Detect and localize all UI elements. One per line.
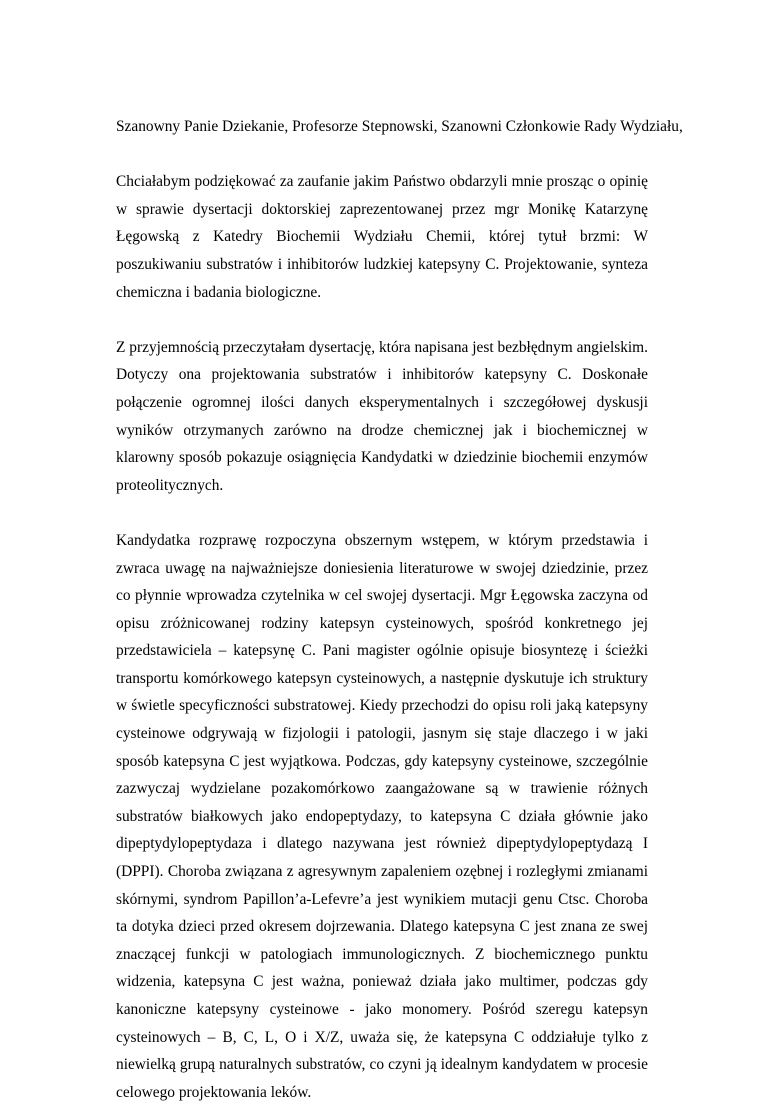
letter-body — [116, 113, 683, 1106]
paragraph-overview: Z przyjemnością przeczytałam dysertację, która napisana jest bezbłędnym angielskim. Dotyczy ona projektowania substratów i inhibitorów katepsyny C. Doskonałe połączenie ogromnej ilości danych eksperymentalnych i szczegółowej dyskusji wyników otrzymanych zarówno na drodze chemicznej jak i biochemicznej w klarowny sposób pokazuje osiągnięcia Kandydatki w dziedzinie biochemii enzymów proteolitycznych. — [116, 338, 648, 494]
salutation: Szanowny Panie Dziekanie, Profesorze Stepnowski, Szanowni Członkowie Rady Wydziału, — [116, 118, 683, 135]
paragraph-thanks: Chciałabym podziękować za zaufanie jakim Państwo obdarzyli mnie prosząc o opinię w sprawie dysertacji doktorskiej zaprezentowanej przez mgr Monikę Katarzynę Łęgowską z Katedry Biochemii Wydziału Chemii, której tytuł brzmi: W poszukiwaniu substratów i inhibitorów ludzkiej katepsyny C. Projektowanie, synteza chemiczna i badania biologiczne. — [116, 173, 648, 301]
paragraph-introduction-review: Kandydatka rozprawę rozpoczyna obszernym wstępem, w którym przedstawia i zwraca uwagę na najważniejsze doniesienia literaturowe w swojej dziedzinie, przez co płynnie wprowadza czytelnika w cel swojej dysertacji. Mgr Łęgowska zaczyna od opisu zróżnicowanej rodziny katepsyn cysteinowych, spośród konkretnego jej przedstawiciela – katepsynę C. Pani magister ogólnie opisuje biosyntezę i ścieżki transportu komórkowego katepsyn cysteinowych, a następnie dyskutuje ich struktury w świetle specyficzności substratowej. Kiedy przechodzi do opisu roli jaką katepsyny cysteinowe odgrywają w fizjologii i patologii, jasnym się staje dlaczego i w jaki sposób katepsyna C jest wyjątkowa. Podczas, gdy katepsyny cysteinowe, szczególnie zazwyczaj wydzielane pozakomórkowo zaangażowane są w trawienie różnych substratów białkowych jako endopeptydazy, to katepsyna C działa głównie jako dipeptydylopeptydaza i dlatego nazywana jest również dipeptydylopeptydazą I (DPPI). Choroba związana z agresywnym zapaleniem ozębnej i rozległymi zmianami skórnymi, syndrom Papillon’a-Lefevre’a jest wynikiem mutacji genu Ctsc. Choroba ta dotyka dzieci przed okresem dojrzewania. Dlatego katepsyna C jest znana ze swej znaczącej funkcji w patologiach immunologicznych. Z biochemicznego punktu widzenia, katepsyna C jest ważna, ponieważ działa jako multimer, podczas gdy kanoniczne katepsyny cysteinowe - jako monomery. Pośród szeregu katepsyn cysteinowych – B, C, L, O i X/Z, uważa się, że katepsyna C oddziałuje tylko z niewielką grupą naturalnych substratów, co czyni ją idealnym kandydatem w procesie celowego projektowania leków. — [116, 531, 648, 1101]
